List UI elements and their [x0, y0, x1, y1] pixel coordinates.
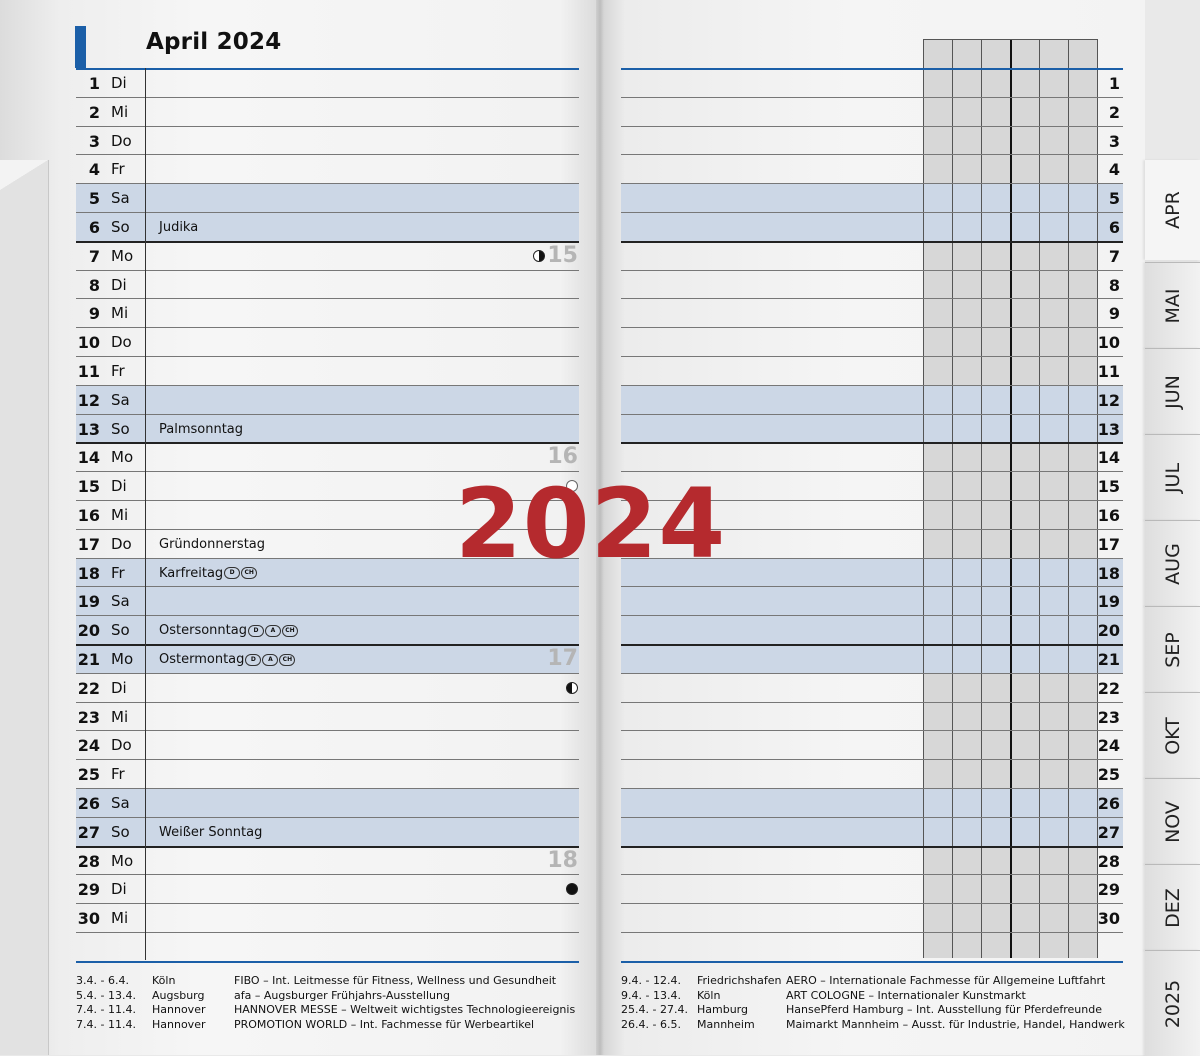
day-number-right: 20	[1097, 621, 1120, 641]
day-number: 5	[88, 189, 100, 209]
row-line-right	[621, 903, 1123, 904]
fair-city: Hannover	[152, 1017, 206, 1031]
holiday-name: Gründonnerstag	[159, 536, 266, 552]
row-line-left	[76, 903, 579, 904]
row-line-right	[621, 846, 1123, 848]
row-line-left	[76, 385, 579, 386]
weekday: Mi	[111, 102, 129, 121]
fair-city: Köln	[697, 988, 721, 1002]
day-number-right: 21	[1097, 650, 1120, 669]
fair-event: ART COLOGNE – Internationaler Kunstmarkt	[786, 988, 1026, 1002]
weekday: Di	[111, 477, 127, 496]
weekday: Mo	[111, 851, 134, 870]
week-number: 16	[547, 444, 578, 470]
holiday-label	[159, 623, 298, 638]
weekend-shade-left	[76, 788, 579, 817]
holiday-label	[159, 825, 262, 840]
day-number-right: 27	[1097, 822, 1120, 842]
row-line-left	[76, 212, 579, 213]
day-number-right: 3	[1108, 131, 1120, 151]
day-number-right: 6	[1108, 218, 1120, 237]
previous-pages-edge	[0, 160, 49, 1055]
weekend-shade-left	[76, 817, 579, 846]
tab-label: DEZ	[1161, 888, 1184, 928]
day-number: 24	[77, 736, 100, 756]
day-number-right: 18	[1097, 563, 1120, 583]
tab-label: JUL	[1161, 462, 1184, 494]
row-line-right	[621, 730, 1123, 731]
day-number-right: 23	[1097, 707, 1120, 727]
week-number: 15	[547, 242, 578, 268]
day-number: 28	[77, 851, 100, 871]
month-tab-2025[interactable]	[1145, 950, 1200, 1056]
row-line-left	[76, 730, 579, 731]
row-line-right	[621, 327, 1123, 328]
day-number: 9	[88, 304, 100, 324]
month-tab-nov[interactable]	[1145, 778, 1200, 865]
row-line-left	[76, 615, 579, 616]
day-number: 30	[77, 909, 100, 929]
day-number-right: 4	[1108, 160, 1120, 180]
row-line-left	[76, 154, 579, 155]
bottom-rule-right	[621, 961, 1123, 963]
weekday: Fr	[111, 362, 125, 380]
day-number-right: 11	[1097, 362, 1120, 381]
row-line-left	[76, 97, 579, 98]
weekend-shade-left	[76, 414, 579, 443]
row-line-right	[621, 673, 1123, 674]
day-number-right: 30	[1097, 909, 1120, 929]
row-line-right	[621, 414, 1123, 415]
row-line-left	[76, 846, 579, 848]
day-number: 19	[77, 592, 100, 612]
weekday: Fr	[111, 765, 125, 784]
day-number: 29	[77, 880, 100, 900]
country-badge: CH	[282, 625, 298, 637]
day-number-right: 2	[1108, 102, 1120, 122]
fair-dates: 9.4. - 12.4.	[621, 974, 681, 987]
weekday: Di	[111, 678, 127, 697]
row-line-right	[621, 817, 1123, 818]
row-line-left	[76, 241, 579, 243]
row-line-left	[76, 327, 579, 328]
fair-event: PROMOTION WORLD – Int. Fachmesse für Werbeartikel	[234, 1017, 535, 1031]
fair-city: Köln	[152, 974, 176, 987]
day-number: 12	[77, 390, 100, 410]
holiday-label	[159, 537, 265, 552]
day-number: 14	[77, 448, 100, 468]
weekday: Di	[111, 74, 127, 92]
tab-label: 2025	[1161, 979, 1184, 1028]
day-number: 13	[77, 419, 100, 439]
day-number: 20	[77, 621, 100, 641]
row-line-left	[76, 356, 579, 357]
row-line-right	[621, 126, 1123, 127]
weekend-shade-right	[621, 385, 1123, 414]
day-number: 16	[77, 506, 100, 525]
holiday-label	[159, 220, 198, 235]
country-badge: CH	[241, 567, 257, 579]
month-tab-dez[interactable]	[1145, 864, 1200, 951]
month-tab-jun[interactable]	[1145, 348, 1200, 435]
row-line-right	[621, 759, 1123, 760]
day-number-right: 22	[1097, 678, 1120, 698]
holiday-name: Ostermontag	[159, 652, 245, 667]
weekday: So	[111, 822, 130, 841]
tab-label: NOV	[1161, 801, 1184, 843]
weekday: Mi	[111, 909, 129, 928]
weekday: So	[111, 621, 130, 640]
row-line-right	[621, 298, 1123, 299]
day-number-right: 29	[1097, 880, 1120, 900]
row-line-left	[76, 183, 579, 184]
country-badge: A	[265, 625, 281, 637]
weekday: Fr	[111, 160, 125, 179]
grid-column-line	[1039, 39, 1040, 958]
row-line-right	[621, 874, 1123, 875]
grid-column-line	[1068, 39, 1069, 958]
country-badge: CH	[279, 654, 295, 666]
day-number-right: 19	[1097, 592, 1120, 612]
country-badge: A	[262, 654, 278, 666]
row-line-right	[621, 183, 1123, 184]
day-number: 26	[77, 794, 100, 813]
day-number-right: 15	[1097, 477, 1120, 497]
month-tab-aug[interactable]	[1145, 520, 1200, 607]
row-line-left	[76, 702, 579, 703]
row-line-right	[621, 702, 1123, 703]
weekday: So	[111, 419, 130, 438]
row-line-right	[621, 385, 1123, 386]
day-number: 21	[77, 650, 100, 669]
day-number: 7	[88, 246, 100, 266]
weekend-shade-right	[621, 788, 1123, 817]
month-tab-jul[interactable]	[1145, 434, 1200, 521]
weekend-shade-right	[621, 212, 1123, 241]
month-tabs	[1145, 0, 1200, 1055]
year-banner: 2024	[455, 468, 727, 580]
holiday-label	[159, 422, 243, 437]
day-number: 4	[88, 160, 100, 180]
day-number: 10	[77, 333, 100, 353]
weekend-shade-left	[76, 212, 579, 241]
row-line-right	[621, 442, 1123, 444]
weekend-shade-right	[621, 817, 1123, 846]
weekend-shade-left	[76, 183, 579, 212]
fair-city: Mannheim	[697, 1017, 755, 1031]
month-tab-mai[interactable]	[1145, 262, 1200, 349]
weekday: Mi	[111, 506, 129, 524]
week-number: 17	[547, 646, 578, 671]
day-number-right: 14	[1097, 448, 1120, 468]
row-line-left	[76, 442, 579, 444]
holiday-name: Weißer Sonntag	[159, 824, 263, 840]
tab-label: MAI	[1161, 288, 1184, 324]
day-number-right: 10	[1097, 333, 1120, 353]
grid-column-line	[923, 39, 924, 958]
header-accent-bar	[75, 26, 86, 68]
weekend-shade-left	[76, 586, 579, 615]
fair-dates: 3.4. - 6.4.	[76, 974, 129, 987]
row-line-left	[76, 673, 579, 674]
day-number: 15	[77, 477, 100, 497]
tab-label: JUN	[1161, 375, 1184, 409]
grid-column-line	[1010, 39, 1012, 958]
day-number-right: 8	[1108, 275, 1120, 295]
day-number-right: 25	[1097, 765, 1120, 785]
fair-event: Maimarkt Mannheim – Ausst. für Industrie, Handel, Handwerk	[786, 1017, 1125, 1031]
weekday: Di	[111, 880, 127, 899]
weekend-shade-right	[621, 644, 1123, 673]
day-number: 25	[77, 765, 100, 785]
row-line-left	[76, 298, 579, 299]
weekend-shade-left	[76, 615, 579, 644]
tab-label: SEP	[1161, 632, 1184, 668]
grid-top-line	[923, 39, 1097, 40]
day-number: 22	[77, 678, 100, 698]
day-number: 1	[88, 74, 100, 93]
fair-dates: 7.4. - 11.4.	[76, 1003, 136, 1016]
grid-column-line	[981, 39, 982, 958]
day-number-right: 13	[1097, 419, 1120, 439]
row-line-left	[76, 759, 579, 760]
day-number-right: 12	[1097, 390, 1120, 410]
day-number: 23	[77, 707, 100, 727]
row-line-right	[621, 356, 1123, 357]
holiday-name: Karfreitag	[159, 565, 224, 581]
weekend-shade-right	[621, 414, 1123, 443]
day-number: 27	[77, 822, 100, 842]
weekday: Do	[111, 736, 132, 755]
row-line-left	[76, 270, 579, 271]
weekend-shade-left	[76, 644, 579, 673]
week-number: 18	[547, 847, 578, 873]
day-number-right: 1	[1108, 74, 1120, 93]
weekend-shade-right	[621, 615, 1123, 644]
row-line-right	[621, 212, 1123, 213]
day-number-right: 28	[1097, 851, 1120, 871]
weekend-shade-right	[621, 183, 1123, 212]
fair-dates: 5.4. - 13.4.	[76, 988, 136, 1002]
day-number: 8	[88, 275, 100, 295]
row-line-right	[621, 97, 1123, 98]
weekday: Mo	[111, 246, 134, 265]
fair-dates: 25.4. - 27.4.	[621, 1003, 688, 1016]
month-tab-apr[interactable]	[1145, 160, 1200, 260]
month-tab-sep[interactable]	[1145, 606, 1200, 693]
row-line-left	[76, 817, 579, 818]
row-line-right	[621, 154, 1123, 155]
row-line-left	[76, 68, 579, 70]
weekday: Di	[111, 275, 127, 294]
page-title: April 2024	[146, 29, 282, 55]
weekend-shade-right	[621, 586, 1123, 615]
day-number: 2	[88, 102, 100, 122]
holiday-name: Judika	[159, 220, 199, 235]
date-column-divider	[145, 68, 146, 960]
fair-event: AERO – Internationale Fachmesse für Allgemeine Luftfahrt	[786, 974, 1106, 987]
row-line-right	[621, 68, 1123, 70]
grid-column-line	[952, 39, 953, 958]
day-number: 18	[77, 563, 100, 583]
weekday: Mo	[111, 448, 134, 467]
weekday: Sa	[111, 794, 130, 812]
weekday: Mi	[111, 304, 129, 323]
day-number: 3	[88, 131, 100, 151]
fair-city: Friedrichshafen	[697, 974, 782, 987]
weekday: Mi	[111, 707, 129, 726]
weekend-shade-left	[76, 385, 579, 414]
day-number-right: 17	[1097, 534, 1120, 554]
day-number-right: 9	[1108, 304, 1120, 324]
fair-dates: 26.4. - 6.5.	[621, 1017, 681, 1031]
fair-city: Hamburg	[697, 1003, 748, 1016]
row-line-left	[76, 932, 579, 933]
row-line-right	[621, 644, 1123, 646]
country-badge: D	[245, 654, 261, 666]
holiday-name: Ostersonntag	[159, 623, 247, 639]
last-quarter-moon-icon	[533, 250, 545, 262]
row-line-left	[76, 126, 579, 127]
fair-event: FIBO – Int. Leitmesse für Fitness, Wellness und Gesundheit	[234, 974, 557, 987]
row-line-right	[621, 615, 1123, 616]
tab-label: OKT	[1161, 717, 1184, 755]
day-number-right: 16	[1097, 506, 1120, 525]
fair-event: afa – Augsburger Frühjahrs-Ausstellung	[234, 988, 450, 1002]
fair-dates: 9.4. - 13.4.	[621, 988, 681, 1002]
day-number-right: 7	[1108, 246, 1120, 266]
day-number-right: 24	[1097, 736, 1120, 756]
weekday: Sa	[111, 592, 130, 611]
row-line-left	[76, 586, 579, 587]
weekday: Sa	[111, 390, 130, 409]
day-number: 6	[88, 218, 100, 237]
country-badge: D	[224, 567, 240, 579]
month-tab-okt[interactable]	[1145, 692, 1200, 779]
row-line-left	[76, 644, 579, 646]
row-line-right	[621, 586, 1123, 587]
bottom-rule-left	[76, 961, 579, 963]
weekday: Do	[111, 131, 132, 150]
day-number: 11	[77, 362, 100, 381]
holiday-label	[159, 566, 257, 581]
tab-label: APR	[1161, 191, 1184, 229]
country-badge: D	[248, 625, 264, 637]
holiday-label	[159, 652, 295, 667]
weekday: So	[111, 218, 130, 236]
fair-event: HansePferd Hamburg – Int. Ausstellung für Pferdefreunde	[786, 1003, 1102, 1016]
row-line-right	[621, 241, 1123, 243]
tab-label: AUG	[1161, 543, 1184, 585]
fair-event: HANNOVER MESSE – Weltweit wichtigstes Technologieereignis	[234, 1003, 576, 1016]
holiday-name: Palmsonntag	[159, 421, 244, 437]
weekday: Sa	[111, 189, 130, 208]
fair-dates: 7.4. - 11.4.	[76, 1017, 136, 1031]
row-line-left	[76, 414, 579, 415]
row-line-right	[621, 932, 1123, 933]
weekday: Do	[111, 333, 132, 352]
weekday: Fr	[111, 563, 125, 582]
row-line-right	[621, 270, 1123, 271]
weekday: Mo	[111, 650, 134, 668]
row-line-left	[76, 874, 579, 875]
row-line-right	[621, 788, 1123, 789]
weekday: Do	[111, 534, 132, 553]
full-moon-moon-icon	[566, 682, 578, 694]
fair-city: Augsburg	[152, 988, 205, 1002]
day-number-right: 26	[1097, 794, 1120, 813]
day-number-right: 5	[1108, 189, 1120, 209]
day-number: 17	[77, 534, 100, 554]
fair-city: Hannover	[152, 1003, 206, 1016]
row-line-left	[76, 788, 579, 789]
